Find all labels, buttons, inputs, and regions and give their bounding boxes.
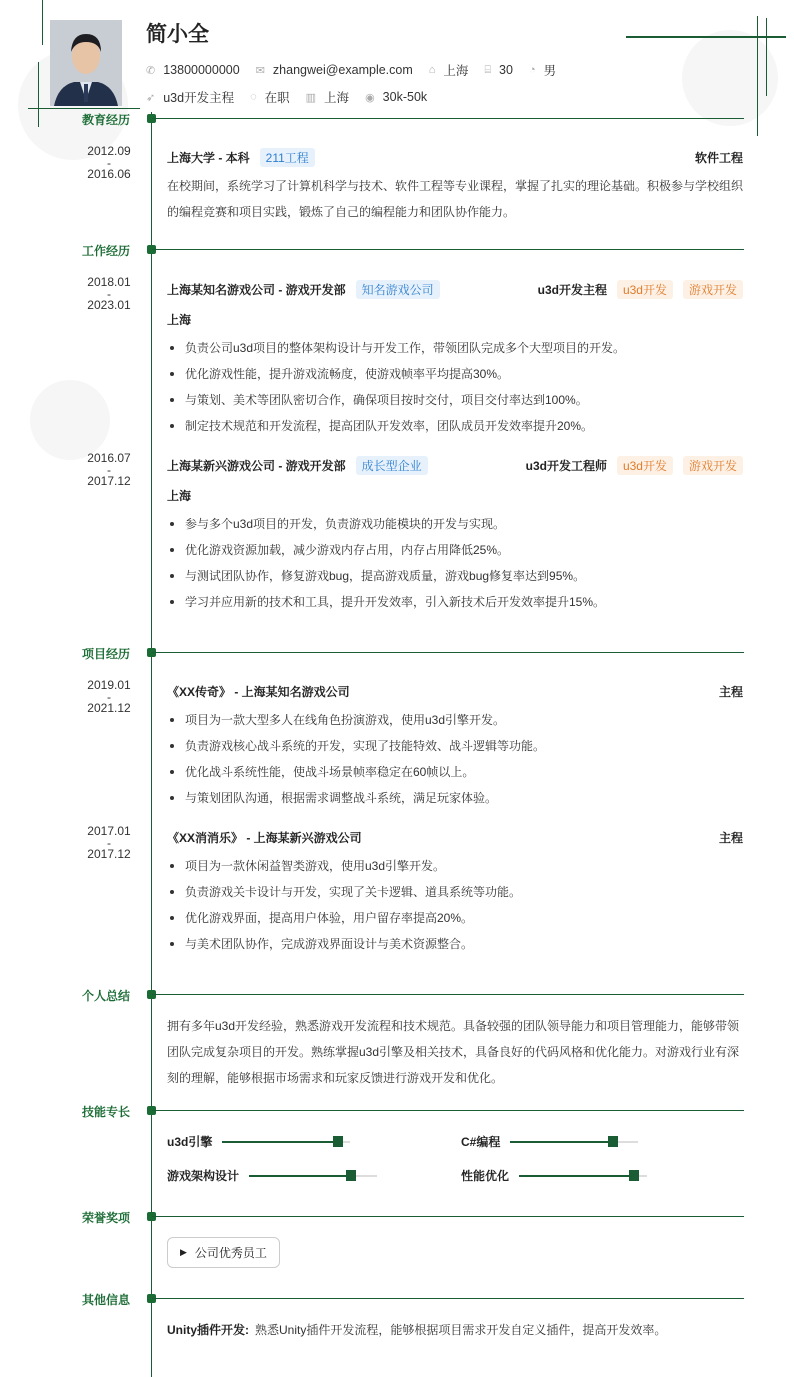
date-range: 2017.01 - 2017.12 (87, 824, 131, 861)
date-range: 2018.01 - 2023.01 (87, 275, 131, 312)
school: 上海大学 - 本科 (167, 151, 250, 165)
target-city: 上海 (324, 91, 350, 105)
skill-item: u3d引擎 (167, 1133, 350, 1150)
job-intent-row (146, 88, 443, 106)
age: 30 (499, 63, 513, 77)
section-divider (152, 1216, 744, 1217)
candidate-name: 简小全 (146, 23, 209, 46)
age-icon: ⌸ (484, 63, 492, 76)
date-range: 2012.09 - 2016.06 (87, 144, 131, 181)
section-title-summary: 个人总结 (81, 989, 130, 1003)
job-city: 上海 (167, 313, 192, 327)
job-duties: 负责公司u3d项目的整体架构设计与开发工作，带领团队完成多个大型项目的开发。 优化游戏性能，提升游戏流畅度，使游戏帧率平均提高30%。 与策划、美术等团队密切合作，确保项目按时交付，项目交付率达到100%。 制定技术规范和开发流程，提高团队开发效率，团队成员开发效率提升20%。 (167, 335, 745, 439)
job-header: 上海某知名游戏公司 - 游戏开发部 知名游戏公司 u3d开发主程 u3d开发 游戏开发 (167, 280, 743, 299)
tag: 211工程 (260, 148, 315, 167)
status: 在职 (264, 91, 290, 105)
building-icon: ▥ (305, 91, 317, 104)
status-icon: ◌ (250, 91, 257, 103)
section-divider (152, 652, 744, 653)
section-title-other: 其他信息 (81, 1293, 130, 1307)
job-header: 上海某新兴游戏公司 - 游戏开发部 成长型企业 u3d开发工程师 u3d开发 游戏开发 (167, 456, 743, 475)
decor-line (28, 108, 140, 109)
decor-circle (30, 380, 110, 460)
play-icon: ▶ (180, 1247, 187, 1257)
send-icon: ➶ (146, 91, 156, 104)
decor-circle (682, 30, 778, 126)
salary: 30k-50k (382, 90, 428, 104)
section-title-projects: 项目经历 (81, 647, 130, 661)
award-item[interactable]: ▶ 公司优秀员工 (167, 1237, 280, 1268)
section-title-awards: 荣誉奖项 (81, 1211, 130, 1225)
phone: 13800000000 (163, 63, 240, 77)
other-info: Unity插件开发: 熟悉Unity插件开发流程，能够根据项目需求开发自定义插件，提高开发效率。 (167, 1323, 667, 1337)
section-divider (152, 1298, 744, 1299)
section-divider (152, 1110, 744, 1111)
home-icon: ⌂ (428, 64, 436, 76)
phone-icon: ✆ (146, 64, 156, 77)
section-divider (152, 994, 744, 995)
section-divider (152, 249, 744, 250)
email-icon: ✉ (255, 64, 265, 77)
decor-line (38, 62, 39, 127)
skill-bar (510, 1141, 638, 1143)
date-range: 2019.01 - 2021.12 (87, 678, 131, 715)
skill-item: 游戏架构设计 (167, 1167, 377, 1184)
decor-line (42, 0, 43, 45)
major: 软件工程 (694, 151, 743, 165)
project-header: 《XX传奇》 - 上海某知名游戏公司 主程 (167, 685, 743, 699)
skill-item: 性能优化 (461, 1167, 647, 1184)
city: 上海 (443, 64, 469, 78)
skill-item: C#编程 (461, 1133, 638, 1150)
decor-line (766, 18, 767, 96)
job-duties: 参与多个u3d项目的开发，负责游戏功能模块的开发与实现。 优化游戏资源加载，减少游戏内存占用，内存占用降低25%。 与测试团队协作，修复游戏bug，提高游戏质量，游戏bug修复率达到95%。 学习并应用新的技术和工具，提升开发效率，引入新技术后开发效率提升15%。 (167, 511, 745, 615)
section-title-work: 工作经历 (81, 244, 130, 258)
project-items: 项目为一款大型多人在线角色扮演游戏，使用u3d引擎开发。 负责游戏核心战斗系统的开发，实现了技能特效、战斗逻辑等功能。 优化战斗系统性能，使战斗场景帧率稳定在60帧以上。 与策划团队沟通，根据需求调整战斗系统，满足玩家体验。 (167, 707, 745, 811)
salary-icon: ◉ (365, 91, 375, 104)
email: zhangwei@example.com (272, 63, 413, 77)
date-range: 2016.07 - 2017.12 (87, 451, 131, 488)
decor-line (757, 16, 758, 136)
project-header: 《XX消消乐》 - 上海某新兴游戏公司 主程 (167, 831, 743, 845)
education-desc: 在校期间，系统学习了计算机科学与技术、软件工程等专业课程，掌握了扎实的理论基础。积极参与学校组织的编程竞赛和项目实践，锻炼了自己的编程能力和团队协作能力。 (167, 179, 744, 219)
position: u3d开发主程 (163, 91, 235, 105)
summary-text: 拥有多年u3d开发经验，熟悉游戏开发流程和技术规范。具备较强的团队领导能力和项目管理能力，能够带领团队完成复杂项目的开发。熟练掌握u3d引擎及相关技术，具备良好的代码风格和优化能力。对游戏行业有深刻的理解，能够根据市场需求和玩家反馈进行游戏开发和优化。 (167, 1019, 740, 1085)
job-city: 上海 (167, 489, 192, 503)
project-items: 项目为一款休闲益智类游戏，使用u3d引擎开发。 负责游戏关卡设计与开发，实现了关卡逻辑、道具系统等功能。 优化游戏界面，提高用户体验，用户留存率提高20%。 与美术团队协作，完成游戏界面设计与美术资源整合。 (167, 853, 745, 957)
skill-bar (249, 1175, 377, 1177)
skill-bar (519, 1175, 647, 1177)
education-header (167, 148, 743, 167)
gender: 男 (543, 64, 557, 78)
avatar-photo (50, 20, 122, 106)
contact-row (146, 61, 572, 79)
section-divider (152, 118, 744, 119)
section-title-education: 教育经历 (81, 113, 130, 127)
decor-line (626, 36, 786, 38)
gender-icon: ◔ (528, 64, 536, 76)
section-title-skills: 技能专长 (81, 1105, 130, 1119)
skill-bar (222, 1141, 350, 1143)
